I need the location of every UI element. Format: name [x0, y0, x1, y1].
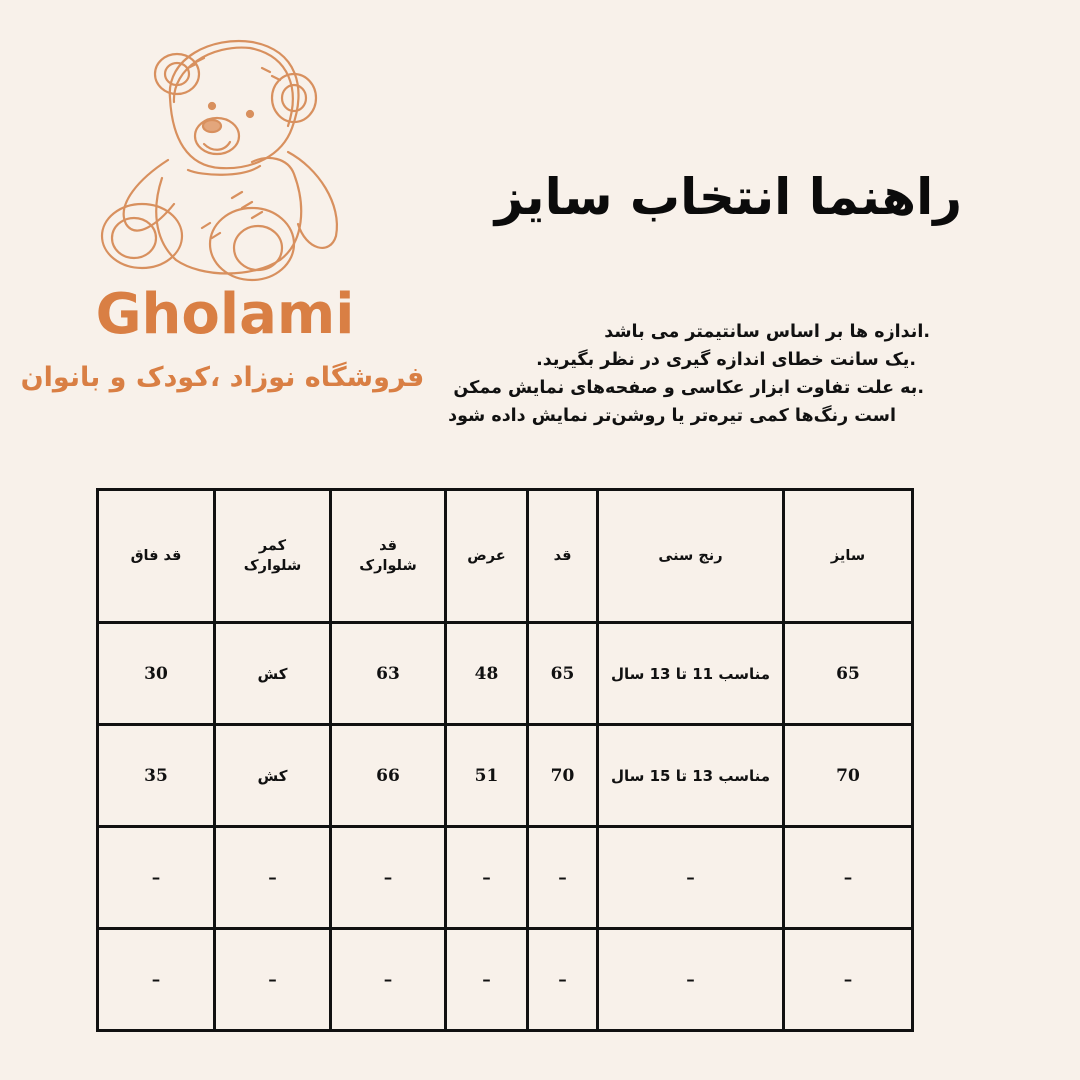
table-header-row	[98, 490, 913, 623]
size-table	[96, 488, 914, 1032]
cell-rise: 30	[98, 623, 215, 725]
cell-age-range: –	[598, 827, 784, 929]
cell-age-range: مناسب 11 تا 13 سال	[598, 623, 784, 725]
cell-shorts-waist: –	[215, 929, 331, 1031]
brand-name: Gholami	[95, 282, 355, 347]
note-line: .اندازه ها بر اساس سانتیمتر می باشد	[604, 322, 930, 342]
note-line: است رنگ‌ها کمی تیره‌تر یا روشن‌تر نمایش داده شود	[448, 406, 896, 426]
cell-size: –	[784, 929, 913, 1031]
cell-width: –	[446, 827, 528, 929]
cell-height: –	[528, 929, 598, 1031]
header-shorts-waist: کمر شلوارک	[215, 490, 331, 623]
table-row	[98, 929, 913, 1031]
teddy-bear-icon	[92, 28, 352, 290]
cell-height: –	[528, 827, 598, 929]
cell-shorts-waist: –	[215, 827, 331, 929]
cell-size: 65	[784, 623, 913, 725]
cell-width: 48	[446, 623, 528, 725]
header-age-range: رنج سنی	[598, 490, 784, 623]
brand-tagline: فروشگاه نوزاد ،کودک و بانوان	[20, 362, 425, 393]
cell-age-range: –	[598, 929, 784, 1031]
cell-age-range: مناسب 13 تا 15 سال	[598, 725, 784, 827]
note-line: .به علت تفاوت ابزار عکاسی و صفحه‌های نمایش ممکن	[453, 378, 924, 398]
cell-rise: –	[98, 827, 215, 929]
cell-height: 65	[528, 623, 598, 725]
cell-height: 70	[528, 725, 598, 827]
cell-shorts-length: 63	[331, 623, 446, 725]
header-rise: قد فاق	[98, 490, 215, 623]
header-size: سایز	[784, 490, 913, 623]
cell-size: –	[784, 827, 913, 929]
cell-shorts-waist: کش	[215, 725, 331, 827]
header-width: عرض	[446, 490, 528, 623]
cell-shorts-length: –	[331, 827, 446, 929]
cell-shorts-waist: کش	[215, 623, 331, 725]
cell-size: 70	[784, 725, 913, 827]
page-title: راهنما انتخاب سایز	[494, 168, 962, 226]
cell-shorts-length: –	[331, 929, 446, 1031]
cell-shorts-length: 66	[331, 725, 446, 827]
table-row	[98, 725, 913, 827]
cell-width: –	[446, 929, 528, 1031]
table-row	[98, 623, 913, 725]
header-height: قد	[528, 490, 598, 623]
header-shorts-length: قد شلوارک	[331, 490, 446, 623]
cell-width: 51	[446, 725, 528, 827]
table-row	[98, 827, 913, 929]
notes	[448, 318, 930, 430]
note-line: .یک سانت خطای اندازه گیری در نظر بگیرید.	[536, 350, 916, 370]
cell-rise: –	[98, 929, 215, 1031]
cell-rise: 35	[98, 725, 215, 827]
